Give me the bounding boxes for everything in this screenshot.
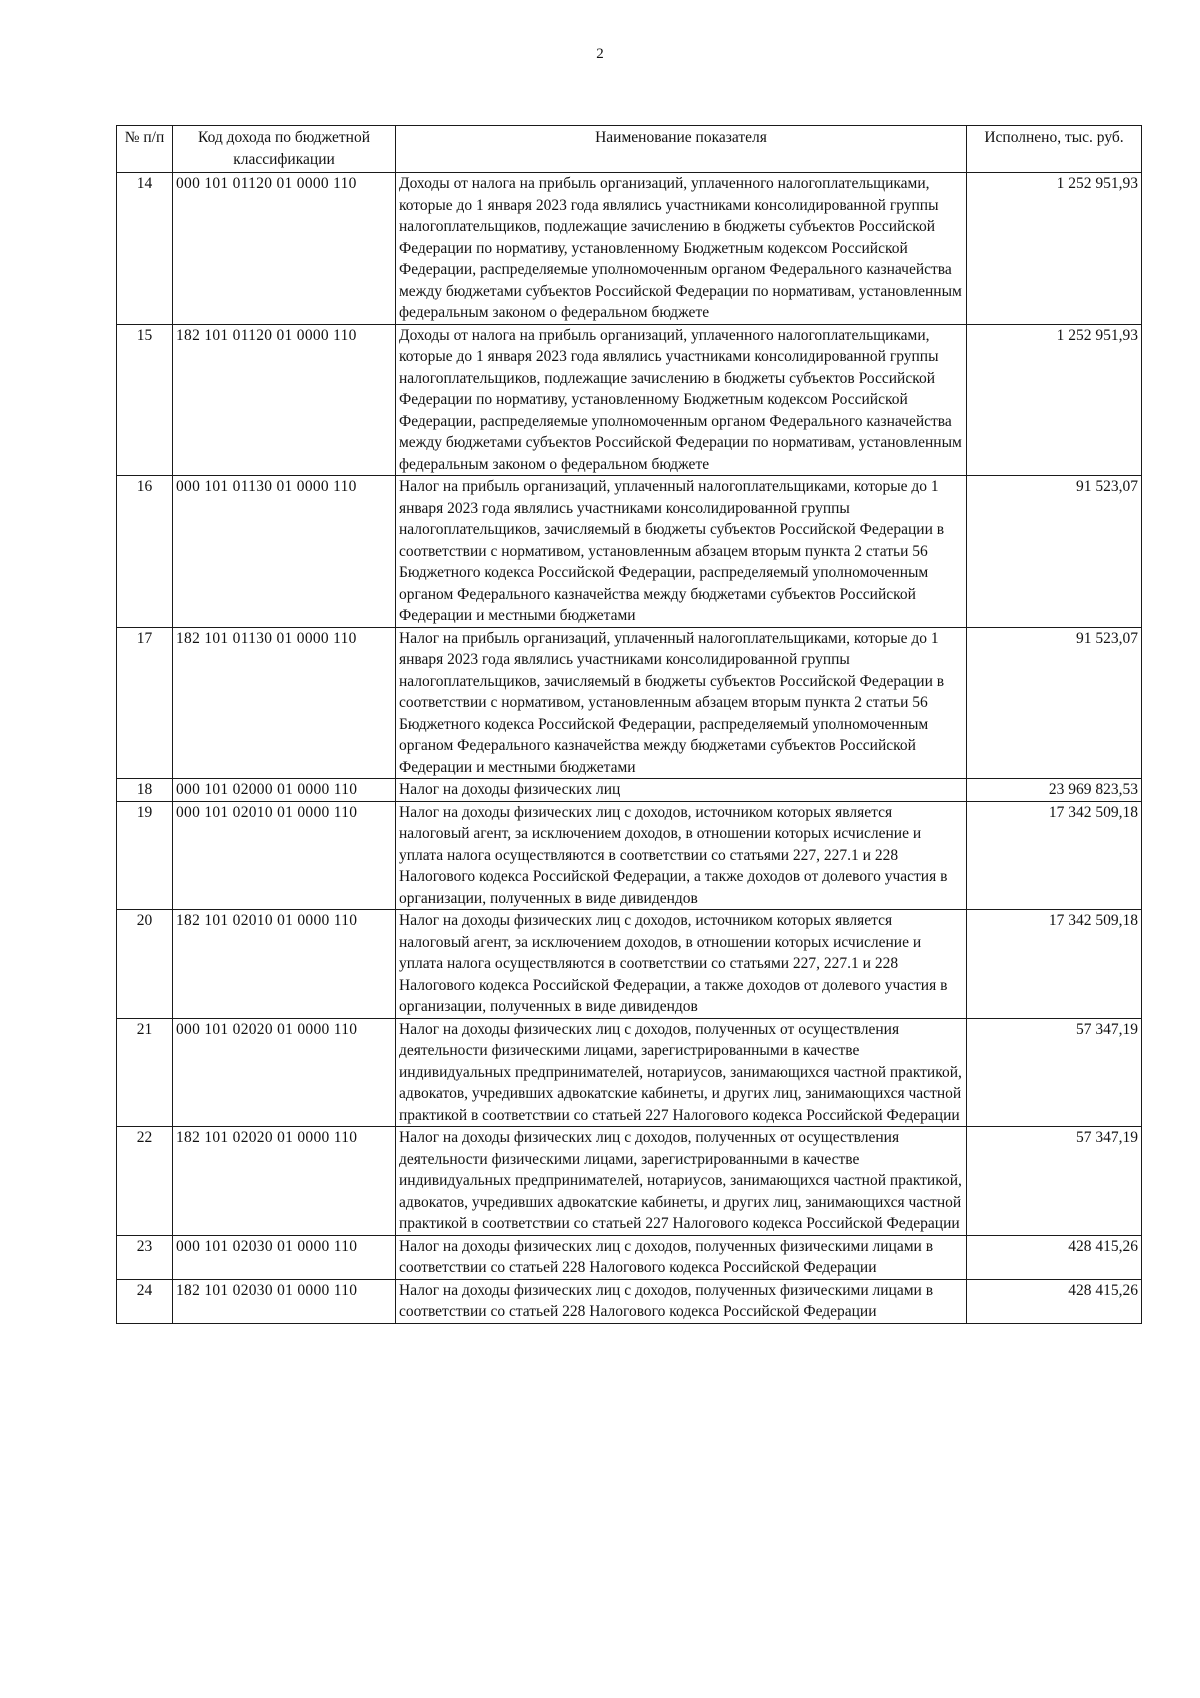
revenue-code: 182 101 02030 01 0000 110 <box>173 1279 396 1323</box>
header-num: № п/п <box>117 126 173 173</box>
executed-value: 23 969 823,53 <box>967 779 1142 802</box>
indicator-name: Налог на доходы физических лиц с доходов, полученных от осуществления деятельности физическими лицами, зарегистрированными в качестве индивидуальных предпринимателей, нотариусов, занимающихся частной практикой, адвокатов, учредивших адвокатские кабинеты, и других лиц, занимающихся частной практикой в соответствии со статьей 227 Налогового кодекса Российской Федерации <box>396 1127 967 1236</box>
indicator-name: Налог на доходы физических лиц с доходов, источником которых является налоговый агент, за исключением доходов, в отношении которых исчисление и уплата налога осуществляются в соответствии со статьями 227, 227.1 и 228 Налогового кодекса Российской Федерации, а также доходов от долевого участия в организации, полученных в виде дивидендов <box>396 910 967 1019</box>
header-row <box>117 126 1142 173</box>
row-number: 20 <box>117 910 173 1019</box>
indicator-name: Налог на доходы физических лиц с доходов, полученных от осуществления деятельности физическими лицами, зарегистрированными в качестве индивидуальных предпринимателей, нотариусов, занимающихся частной практикой, адвокатов, учредивших адвокатские кабинеты, и других лиц, занимающихся частной практикой в соответствии со статьей 227 Налогового кодекса Российской Федерации <box>396 1018 967 1127</box>
executed-value: 57 347,19 <box>967 1018 1142 1127</box>
revenue-code: 000 101 02010 01 0000 110 <box>173 801 396 910</box>
executed-value: 57 347,19 <box>967 1127 1142 1236</box>
table-row <box>117 1235 1142 1279</box>
executed-value: 428 415,26 <box>967 1279 1142 1323</box>
row-number: 16 <box>117 476 173 628</box>
executed-value: 17 342 509,18 <box>967 910 1142 1019</box>
revenue-code: 182 101 01120 01 0000 110 <box>173 324 396 476</box>
row-number: 21 <box>117 1018 173 1127</box>
table-row <box>117 910 1142 1019</box>
table-row <box>117 476 1142 628</box>
revenue-code: 000 101 02030 01 0000 110 <box>173 1235 396 1279</box>
table-row <box>117 173 1142 325</box>
page-number: 2 <box>596 46 604 62</box>
indicator-name: Налог на доходы физических лиц с доходов, полученных физическими лицами в соответствии со статьей 228 Налогового кодекса Российской Федерации <box>396 1279 967 1323</box>
indicator-name: Налог на прибыль организаций, уплаченный налогоплательщиками, которые до 1 января 2023 года являлись участниками консолидированной группы налогоплательщиков, зачисляемый в бюджеты субъектов Российской Федерации в соответствии с нормативом, установленным абзацем вторым пункта 2 статьи 56 Бюджетного кодекса Российской Федерации, распределяемый уполномоченным органом Федерального казначейства между бюджетами субъектов Российской Федерации и местными бюджетами <box>396 627 967 779</box>
executed-value: 91 523,07 <box>967 476 1142 628</box>
header-code: Код дохода по бюджетной классификации <box>173 126 396 173</box>
row-number: 17 <box>117 627 173 779</box>
revenue-code: 000 101 02000 01 0000 110 <box>173 779 396 802</box>
indicator-name: Доходы от налога на прибыль организаций, уплаченного налогоплательщиками, которые до 1 января 2023 года являлись участниками консолидированной группы налогоплательщиков, подлежащие зачислению в бюджеты субъектов Российской Федерации по нормативу, установленному Бюджетным кодексом Российской Федерации, распределяемые уполномоченным органом Федерального казначейства между бюджетами субъектов Российской Федерации по нормативам, установленным федеральным законом о федеральном бюджете <box>396 324 967 476</box>
indicator-name: Доходы от налога на прибыль организаций, уплаченного налогоплательщиками, которые до 1 января 2023 года являлись участниками консолидированной группы налогоплательщиков, подлежащие зачислению в бюджеты субъектов Российской Федерации по нормативу, установленному Бюджетным кодексом Российской Федерации, распределяемые уполномоченным органом Федерального казначейства между бюджетами субъектов Российской Федерации по нормативам, установленным федеральным законом о федеральном бюджете <box>396 173 967 325</box>
indicator-name: Налог на доходы физических лиц с доходов, полученных физическими лицами в соответствии со статьей 228 Налогового кодекса Российской Федерации <box>396 1235 967 1279</box>
row-number: 15 <box>117 324 173 476</box>
revenue-table <box>116 125 1142 1324</box>
executed-value: 1 252 951,93 <box>967 324 1142 476</box>
row-number: 14 <box>117 173 173 325</box>
table-row <box>117 1127 1142 1236</box>
header-name: Наименование показателя <box>396 126 967 173</box>
row-number: 19 <box>117 801 173 910</box>
executed-value: 428 415,26 <box>967 1235 1142 1279</box>
executed-value: 17 342 509,18 <box>967 801 1142 910</box>
row-number: 23 <box>117 1235 173 1279</box>
table-header <box>117 126 1142 173</box>
row-number: 24 <box>117 1279 173 1323</box>
revenue-code: 000 101 01130 01 0000 110 <box>173 476 396 628</box>
table-row <box>117 779 1142 802</box>
revenue-code: 182 101 01130 01 0000 110 <box>173 627 396 779</box>
revenue-code: 182 101 02020 01 0000 110 <box>173 1127 396 1236</box>
row-number: 18 <box>117 779 173 802</box>
indicator-name: Налог на доходы физических лиц <box>396 779 967 802</box>
revenue-code: 182 101 02010 01 0000 110 <box>173 910 396 1019</box>
table-body <box>117 173 1142 1324</box>
revenue-code: 000 101 02020 01 0000 110 <box>173 1018 396 1127</box>
table-row <box>117 801 1142 910</box>
executed-value: 91 523,07 <box>967 627 1142 779</box>
executed-value: 1 252 951,93 <box>967 173 1142 325</box>
table-row <box>117 324 1142 476</box>
header-value: Исполнено, тыс. руб. <box>967 126 1142 173</box>
revenue-code: 000 101 01120 01 0000 110 <box>173 173 396 325</box>
indicator-name: Налог на прибыль организаций, уплаченный налогоплательщиками, которые до 1 января 2023 года являлись участниками консолидированной группы налогоплательщиков, зачисляемый в бюджеты субъектов Российской Федерации в соответствии с нормативом, установленным абзацем вторым пункта 2 статьи 56 Бюджетного кодекса Российской Федерации, распределяемый уполномоченным органом Федерального казначейства между бюджетами субъектов Российской Федерации и местными бюджетами <box>396 476 967 628</box>
table-row <box>117 1018 1142 1127</box>
indicator-name: Налог на доходы физических лиц с доходов, источником которых является налоговый агент, за исключением доходов, в отношении которых исчисление и уплата налога осуществляются в соответствии со статьями 227, 227.1 и 228 Налогового кодекса Российской Федерации, а также доходов от долевого участия в организации, полученных в виде дивидендов <box>396 801 967 910</box>
row-number: 22 <box>117 1127 173 1236</box>
table-row <box>117 1279 1142 1323</box>
table-row <box>117 627 1142 779</box>
